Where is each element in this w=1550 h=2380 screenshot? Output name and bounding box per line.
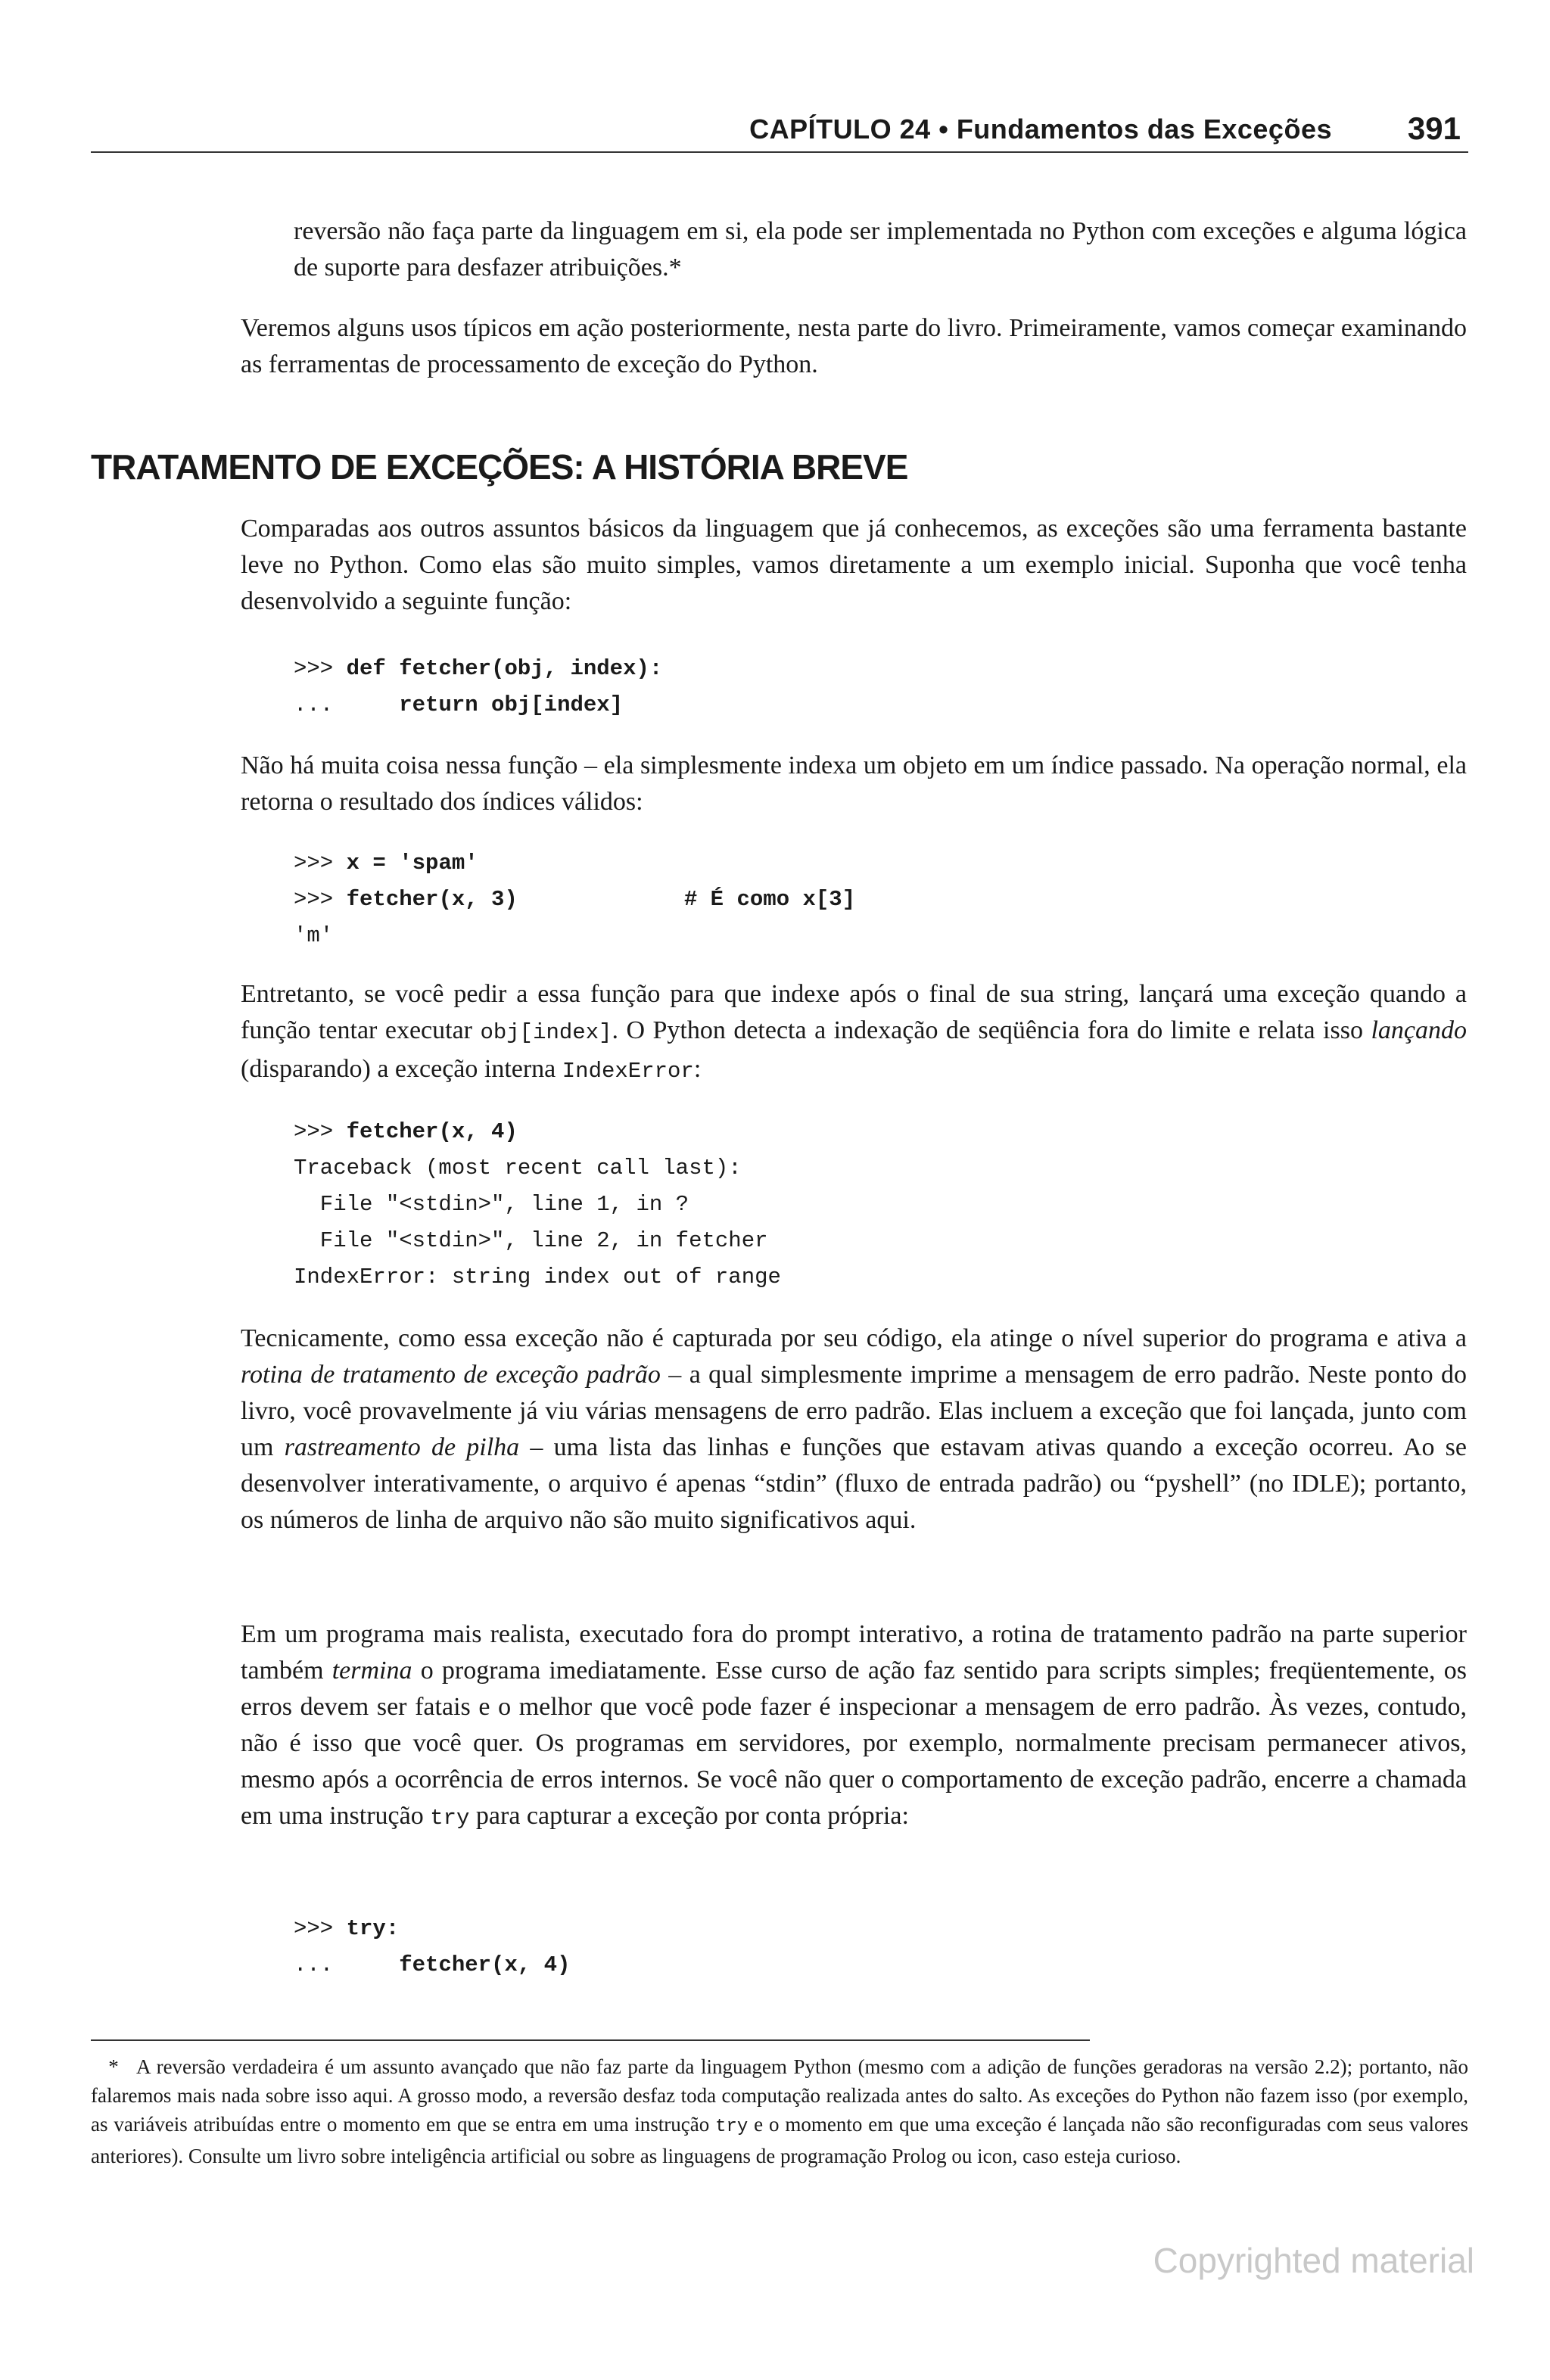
paragraph-7 <box>241 1616 1467 1837</box>
text-run: – a qual simplesmente imprime a mensagem de erro padrão. Neste ponto do livro, você provavelmente já viu várias mensagens de erro padrão. Elas incluem a exceção que foi lançada, junto com um <box>241 1361 1467 1461</box>
code-prompt: ... <box>294 692 400 717</box>
paragraph-2: Veremos alguns usos típicos em ação posteriormente, nesta parte do livro. Primeiramente, vamos começar examinando as ferramentas de processamento de exceção do Python. <box>241 314 1467 378</box>
footnote-mark: * <box>108 2055 119 2078</box>
code-comment: # É como x[3] <box>683 887 856 912</box>
text-run: (disparando) a exceção interna <box>241 1055 562 1083</box>
running-header <box>91 106 1468 151</box>
text-run: e o momento em que uma exceção é lançada não são reconfiguradas com seus valores anteriores). Consulte um livro sobre inteligência artificial ou sobre as linguagens de programação Prolog ou icon, caso esteja curioso. <box>91 2113 1468 2167</box>
text-run: o programa imediatamente. Esse curso de ação faz sentido para scripts simples; freqüentemente, os erros devem ser fatais e o melhor que você pode fazer é inspecionar a mensagem de erro padrão. Às vezes, contudo, não é isso que você quer. Os programas em servidores, por exemplo, normalmente precisam permanecer ativos, mesmo após a ocorrência de erros internos. Se você não quer o comportamento de exceção padrão, encerre a chamada em uma instrução <box>241 1657 1467 1830</box>
code-prompt: >>> <box>294 887 347 912</box>
section-title: TRATAMENTO DE EXCEÇÕES: A HISTÓRIA BREVE <box>91 447 908 487</box>
text-run: A reversão verdadeira é um assunto avançado que não faz parte da linguagem Python (mesmo com a adição de funções geradoras na versão 2.2); portanto, não falaremos mais nada sobre isso aqui. A grosso modo, a reversão desfaz toda computação realizada antes do salto. As exceções do Python não fazem isso (por exemplo, as variáveis atribuídas entre o momento em que se entra em uma instrução <box>91 2055 1468 2136</box>
paragraph-6 <box>241 1321 1467 1538</box>
code-prompt: >>> <box>294 851 347 876</box>
code-prompt: >>> <box>294 656 347 681</box>
code-output: File "<stdin>", line 2, in fetcher <box>294 1228 768 1253</box>
paragraph-3: Comparadas aos outros assuntos básicos da linguagem que já conhecemos, as exceções são uma ferramenta bastante leve no Python. Como elas são muito simples, vamos diretamente a um exemplo inicial. Suponha que você tenha desenvolvido a seguinte função: <box>241 515 1467 615</box>
code-output: Traceback (most recent call last): <box>294 1156 742 1181</box>
code-prompt: >>> <box>294 1916 347 1941</box>
code-block-2 <box>294 845 855 954</box>
code-line: def fetcher(obj, index): <box>346 656 663 681</box>
text-run: : <box>693 1055 702 1083</box>
footnote-rule <box>91 2039 1090 2041</box>
code-block-4 <box>294 1911 570 1983</box>
emphasis: termina <box>331 1657 412 1685</box>
emphasis: rotina de tratamento de exceção padrão <box>241 1361 661 1389</box>
code-prompt: ... <box>294 1952 400 1977</box>
paragraph-4: Não há muita coisa nessa função – ela simplesmente indexa um objeto em um índice passado. Na operação normal, ela retorna o resultado dos índices válidos: <box>241 751 1467 816</box>
paragraph-1: reversão não faça parte da linguagem em si, ela pode ser implementada no Python com exceções e alguma lógica de suporte para desfazer atribuições.* <box>294 217 1467 282</box>
text-run: Tecnicamente, como essa exceção não é capturada por seu código, ela atinge o nível superior do programa e ativa a <box>241 1324 1467 1352</box>
emphasis: rastreamento de pilha <box>284 1433 520 1461</box>
text-run: Entretanto, se você pedir a essa função para que indexe após o final de sua string, lançará uma exceção quando a função tentar executar <box>241 980 1467 1044</box>
code-line: fetcher(x, 4) <box>399 1952 571 1977</box>
inline-code: obj[index] <box>480 1020 612 1045</box>
code-line: fetcher(x, 3) <box>346 887 518 912</box>
copyright-watermark: Copyrighted material <box>1153 2241 1474 2280</box>
code-line: try: <box>346 1916 400 1941</box>
text-run: Em um programa mais realista, executado fora do prompt interativo, a rotina de tratamento padrão na parte superior também <box>241 1620 1467 1685</box>
text-run: para capturar a exceção por conta própria: <box>469 1802 909 1830</box>
page-number: 391 <box>1407 110 1461 146</box>
code-line: fetcher(x, 4) <box>346 1119 518 1144</box>
inline-code: IndexError <box>562 1059 694 1084</box>
code-line: return obj[index] <box>399 692 624 717</box>
code-prompt: >>> <box>294 1119 347 1144</box>
chapter-title: CAPÍTULO 24 • Fundamentos das Exceções <box>749 114 1332 145</box>
text-run: . O Python detecta a indexação de seqüência fora do limite e relata isso <box>612 1016 1371 1044</box>
emphasis: lançando <box>1371 1016 1467 1044</box>
text-run: – uma lista das linhas e funções que estavam ativas quando a exceção ocorreu. Ao se desenvolver interativamente, o arquivo é apenas “stdin” (fluxo de entrada padrão) ou “pyshell” (no IDLE); portanto, os números de linha de arquivo não são muito significativos aqui. <box>241 1433 1467 1534</box>
code-output: IndexError: string index out of range <box>294 1265 781 1290</box>
header-rule <box>91 151 1468 153</box>
footnote <box>91 2052 1468 2170</box>
inline-code: try <box>430 1806 470 1831</box>
code-block-3 <box>294 1114 781 1296</box>
code-output: 'm' <box>294 923 334 948</box>
paragraph-5 <box>241 976 1467 1090</box>
code-line: x = 'spam' <box>346 851 478 876</box>
code-output: File "<stdin>", line 1, in ? <box>294 1192 689 1217</box>
code-block-1 <box>294 651 662 723</box>
inline-code: try <box>715 2117 749 2137</box>
